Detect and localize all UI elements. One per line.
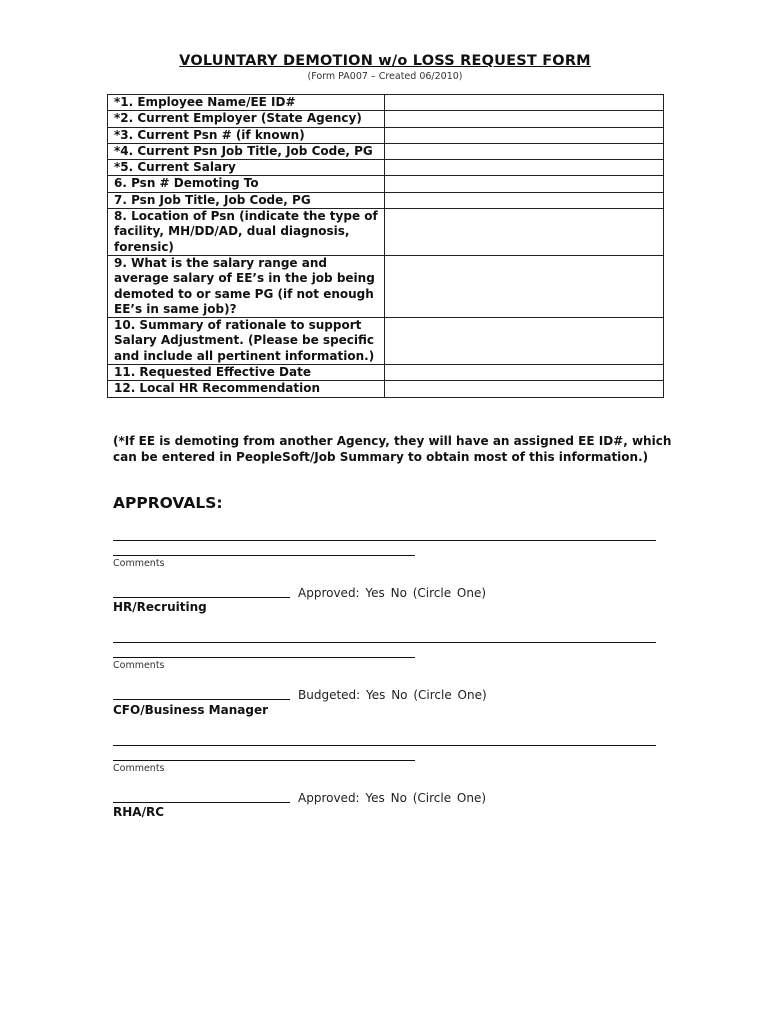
signature-line[interactable] bbox=[113, 597, 290, 598]
row-input-cell[interactable] bbox=[385, 111, 664, 127]
approver-role: RHA/RC bbox=[113, 805, 164, 819]
row-label: 11. Requested Effective Date bbox=[108, 365, 385, 381]
comments-label: Comments bbox=[113, 558, 165, 569]
row-label: 9. What is the salary range and average salary of EE’s in the job being demoted to or same PG (if not enough EE’s in same job)? bbox=[108, 255, 385, 317]
row-label: 7. Psn Job Title, Job Code, PG bbox=[108, 192, 385, 208]
signature-line[interactable] bbox=[113, 699, 290, 700]
comments-line[interactable] bbox=[113, 745, 656, 746]
table-row bbox=[108, 192, 664, 208]
row-input-cell[interactable] bbox=[385, 209, 664, 256]
table-row bbox=[108, 127, 664, 143]
comments-line[interactable] bbox=[113, 540, 656, 541]
comments-label: Comments bbox=[113, 763, 165, 774]
row-label: 8. Location of Psn (indicate the type of facility, MH/DD/AD, dual diagnosis, forensic) bbox=[108, 209, 385, 256]
row-label: *5. Current Salary bbox=[108, 160, 385, 176]
row-input-cell[interactable] bbox=[385, 160, 664, 176]
form-subtitle: (Form PA007 – Created 06/2010) bbox=[307, 71, 463, 82]
row-label: *1. Employee Name/EE ID# bbox=[108, 95, 385, 111]
row-input-cell[interactable] bbox=[385, 127, 664, 143]
approval-status-text: Approved: Yes No (Circle One) bbox=[298, 791, 487, 805]
row-label: 12. Local HR Recommendation bbox=[108, 381, 385, 397]
table-row bbox=[108, 160, 664, 176]
table-row bbox=[108, 318, 664, 365]
row-input-cell[interactable] bbox=[385, 381, 664, 397]
row-input-cell[interactable] bbox=[385, 365, 664, 381]
row-label: *4. Current Psn Job Title, Job Code, PG bbox=[108, 143, 385, 159]
approver-role: CFO/Business Manager bbox=[113, 703, 269, 717]
ee-id-note: (*If EE is demoting from another Agency, they will have an assigned EE ID#, which can be entered in PeopleSoft/Job Summary to obtain most of this information.) bbox=[113, 434, 672, 464]
row-label: 10. Summary of rationale to support Salary Adjustment. (Please be specific and include all pertinent information.) bbox=[108, 318, 385, 365]
row-input-cell[interactable] bbox=[385, 318, 664, 365]
table-row bbox=[108, 95, 664, 111]
approval-status-text: Approved: Yes No (Circle One) bbox=[298, 586, 487, 600]
row-label: *3. Current Psn # (if known) bbox=[108, 127, 385, 143]
row-input-cell[interactable] bbox=[385, 176, 664, 192]
row-input-cell[interactable] bbox=[385, 95, 664, 111]
row-input-cell[interactable] bbox=[385, 255, 664, 317]
table-row bbox=[108, 143, 664, 159]
comments-line[interactable] bbox=[113, 555, 415, 556]
form-title: VOLUNTARY DEMOTION w/o LOSS REQUEST FORM bbox=[179, 53, 591, 69]
budget-status-text: Budgeted: Yes No (Circle One) bbox=[298, 688, 487, 702]
row-label: *2. Current Employer (State Agency) bbox=[108, 111, 385, 127]
table-row bbox=[108, 381, 664, 397]
table-row bbox=[108, 365, 664, 381]
signature-line[interactable] bbox=[113, 802, 290, 803]
comments-line[interactable] bbox=[113, 657, 415, 658]
table-row bbox=[108, 209, 664, 256]
table-row bbox=[108, 255, 664, 317]
row-input-cell[interactable] bbox=[385, 192, 664, 208]
comments-line[interactable] bbox=[113, 760, 415, 761]
comments-label: Comments bbox=[113, 660, 165, 671]
table-row bbox=[108, 176, 664, 192]
row-input-cell[interactable] bbox=[385, 143, 664, 159]
table-row bbox=[108, 111, 664, 127]
row-label: 6. Psn # Demoting To bbox=[108, 176, 385, 192]
approvals-heading: APPROVALS: bbox=[113, 494, 223, 512]
request-form-table bbox=[107, 94, 664, 398]
approver-role: HR/Recruiting bbox=[113, 600, 207, 614]
comments-line[interactable] bbox=[113, 642, 656, 643]
